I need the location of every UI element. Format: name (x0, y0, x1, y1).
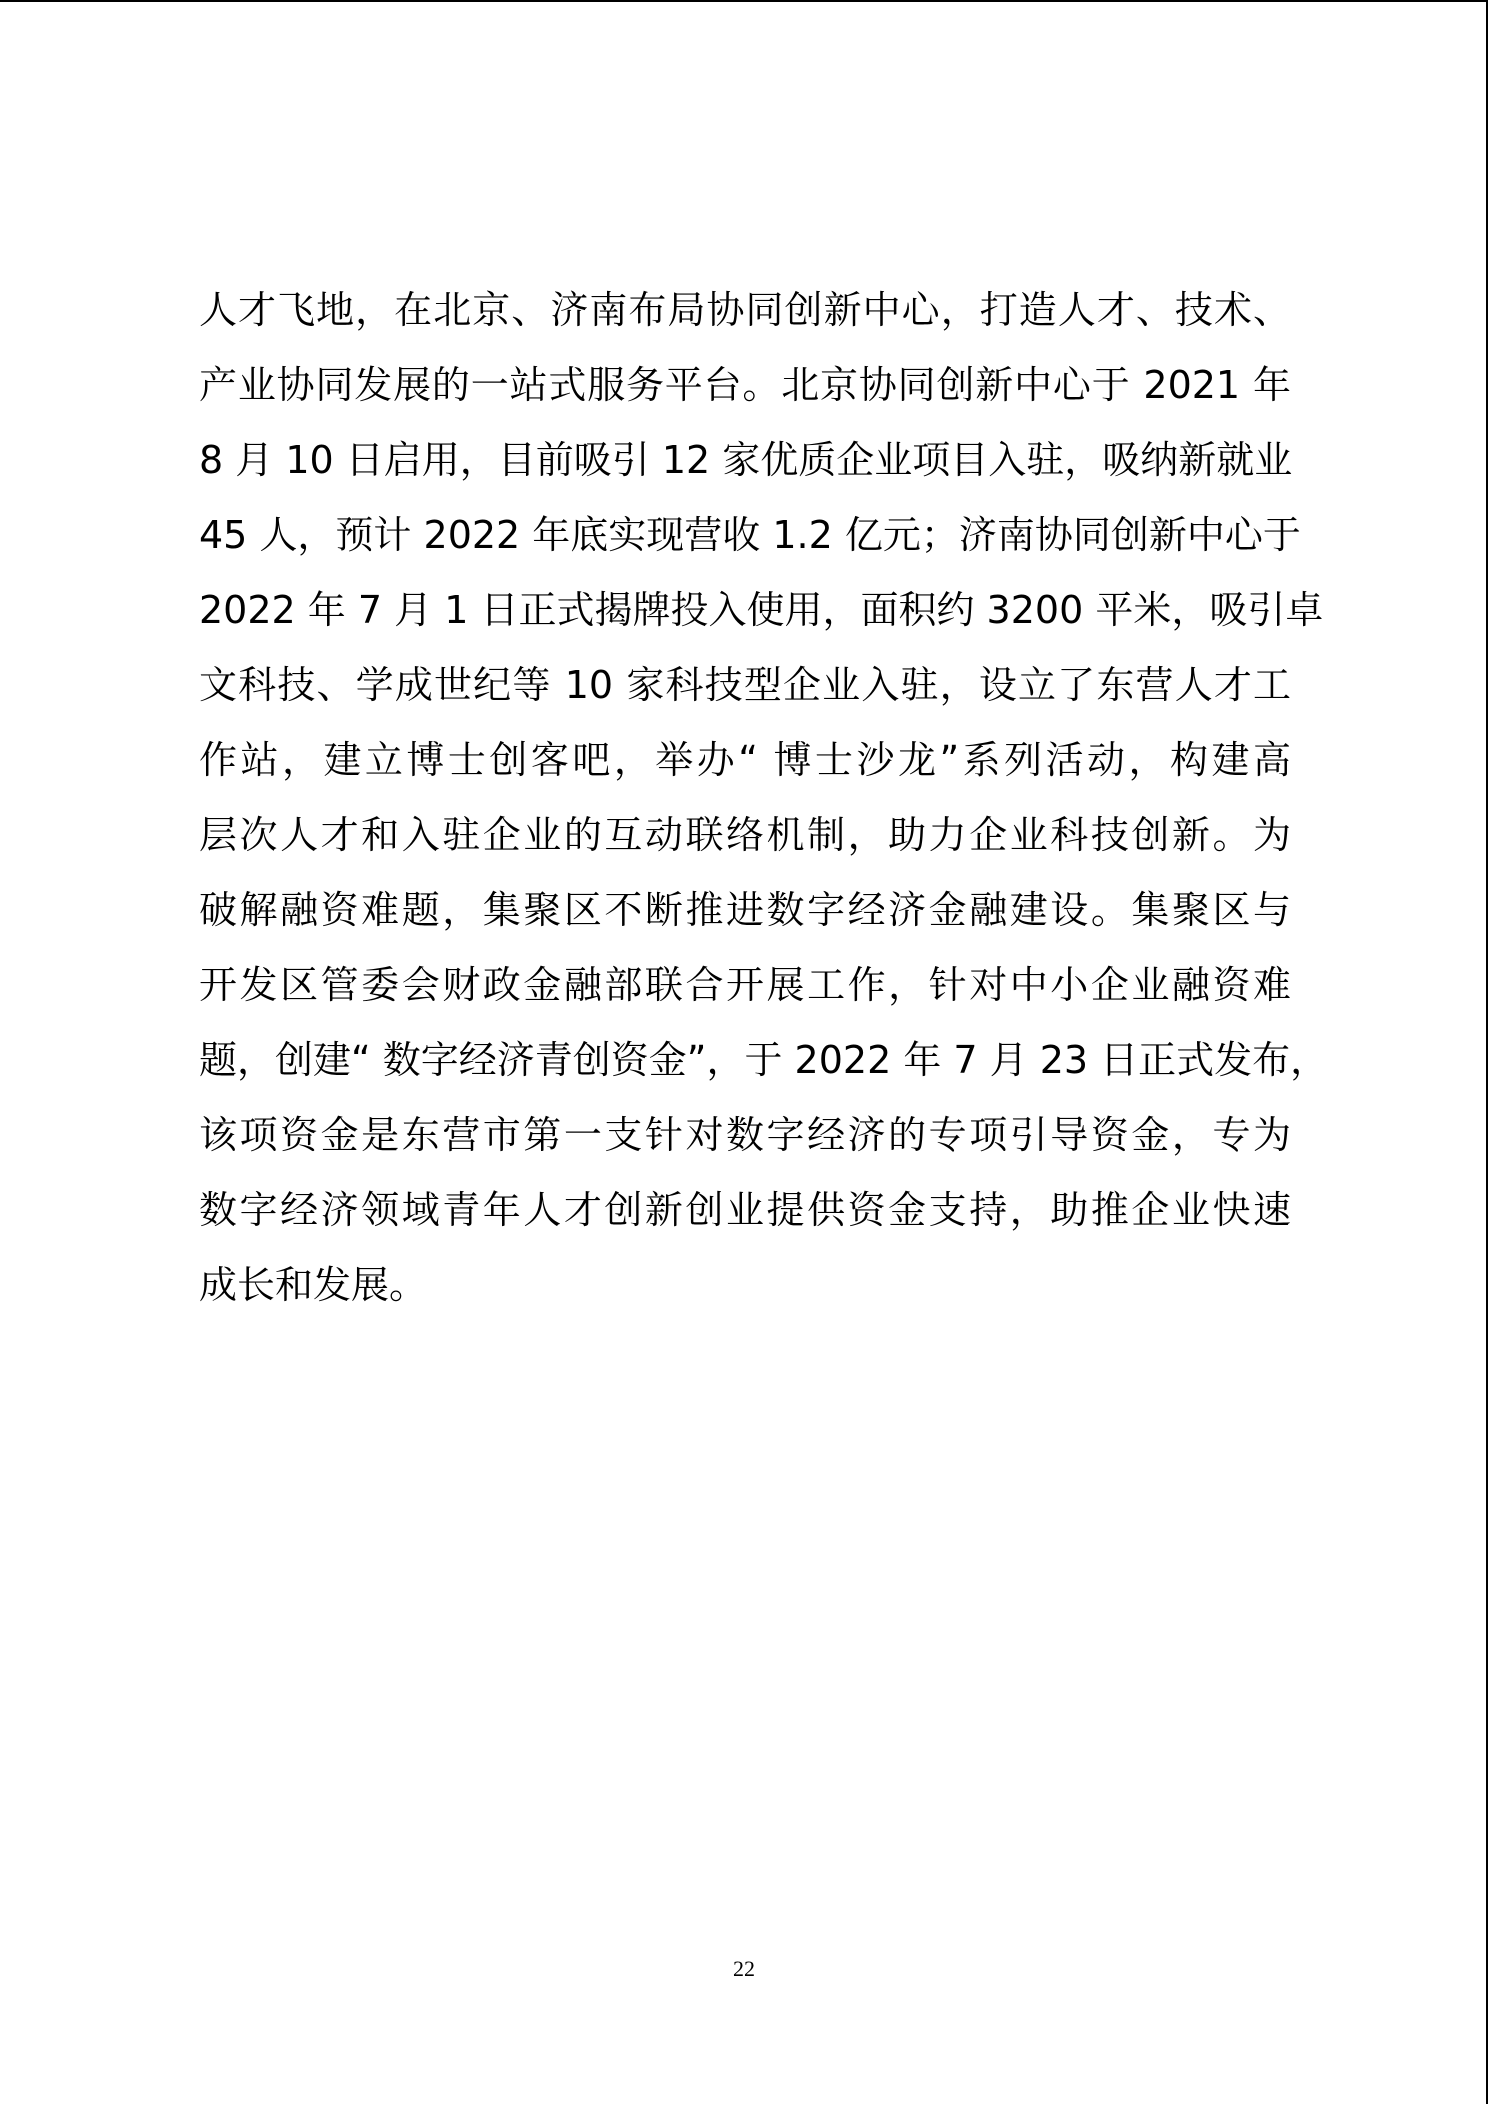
paragraph-line: 数字经济领域青年人才创新创业提供资金支持，助推企业快速 (199, 1188, 1291, 1232)
paragraph-line: 破解融资难题，集聚区不断推进数字经济金融建设。集聚区与 (199, 888, 1291, 932)
paragraph-line: 文科技、学成世纪等 10 家科技型企业入驻，设立了东营人才工 (199, 663, 1291, 707)
paragraph-line: 成长和发展。 (199, 1263, 428, 1307)
paragraph-line: 作站，建立博士创客吧，举办“ 博士沙龙”系列活动，构建高 (199, 738, 1291, 782)
paragraph-line: 8 月 10 日启用，目前吸引 12 家优质企业项目入驻，吸纳新就业 (199, 438, 1293, 482)
paragraph-line: 2022 年 7 月 1 日正式揭牌投入使用，面积约 3200 平米，吸引卓 (199, 588, 1324, 632)
paragraph-line: 题，创建“ 数字经济青创资金”，于 2022 年 7 月 23 日正式发布， (199, 1038, 1329, 1082)
paragraph-line: 产业协同发展的一站式服务平台。北京协同创新中心于 2021 年 (199, 363, 1291, 407)
paragraph-line: 该项资金是东营市第一支针对数字经济的专项引导资金，专为 (199, 1113, 1291, 1157)
paragraph-line: 45 人，预计 2022 年底实现营收 1.2 亿元；济南协同创新中心于 (199, 513, 1301, 557)
paragraph-line: 开发区管委会财政金融部联合开展工作，针对中小企业融资难 (199, 963, 1291, 1007)
paragraph-line: 层次人才和入驻企业的互动联络机制，助力企业科技创新。为 (199, 813, 1291, 857)
page-number: 22 (733, 1956, 755, 1981)
paragraph-line: 人才飞地，在北京、济南布局协同创新中心，打造人才、技术、 (199, 288, 1291, 332)
